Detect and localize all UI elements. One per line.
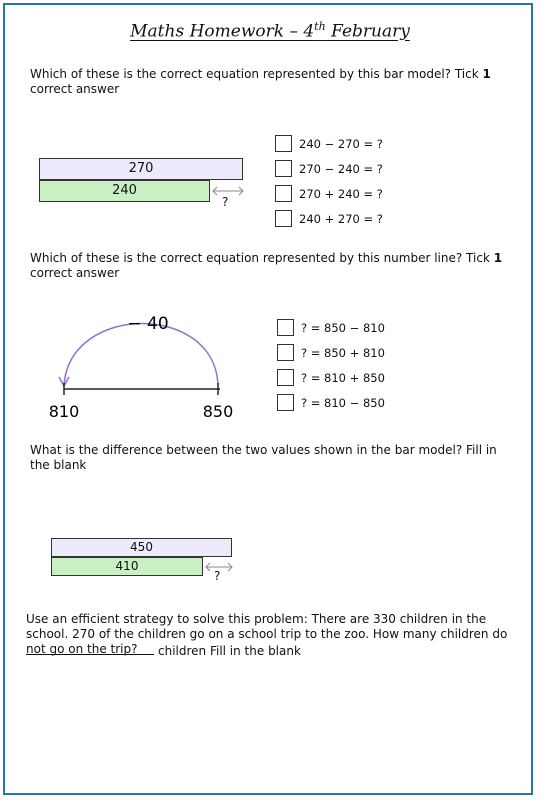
q2-option-4[interactable] bbox=[277, 394, 385, 411]
q2-option-1[interactable] bbox=[277, 319, 385, 336]
option-label: 240 + 270 = ? bbox=[299, 211, 383, 226]
option-label: ? = 850 + 810 bbox=[301, 345, 385, 360]
q1-option-2[interactable] bbox=[275, 160, 383, 177]
option-label: ? = 850 − 810 bbox=[301, 320, 385, 335]
title-superscript: th bbox=[314, 20, 326, 33]
question-2-text bbox=[30, 251, 520, 281]
checkbox[interactable] bbox=[275, 135, 292, 152]
question-1-text bbox=[30, 67, 520, 97]
checkbox[interactable] bbox=[277, 319, 294, 336]
blank-suffix: children Fill in the blank bbox=[158, 644, 301, 658]
jump-label: − 40 bbox=[127, 314, 169, 334]
left-label: 810 bbox=[48, 402, 80, 421]
q1-option-3[interactable] bbox=[275, 185, 383, 202]
q2-bold: 1 bbox=[493, 251, 503, 265]
question-4-text: Use an efficient strategy to solve this problem: There are 330 children in the school. 270 of the children go on a school trip to the zoo. How many children do not go on the trip? bbox=[26, 612, 508, 656]
q1-bar-bottom: 240 bbox=[39, 180, 210, 202]
q2-text-after: correct answer bbox=[30, 266, 120, 280]
q2-option-3[interactable] bbox=[277, 369, 385, 386]
q1-text-before: Which of these is the correct equation represented by this bar model? Tick bbox=[30, 67, 483, 81]
q2-text-before: Which of these is the correct equation represented by this number line? Tick bbox=[30, 251, 494, 265]
checkbox[interactable] bbox=[275, 210, 292, 227]
q1-text-after: correct answer bbox=[30, 82, 120, 96]
checkbox[interactable] bbox=[275, 185, 292, 202]
q1-option-4[interactable] bbox=[275, 210, 383, 227]
q1-bar-top: 270 bbox=[39, 158, 243, 180]
q2-option-2[interactable] bbox=[277, 344, 385, 361]
page-title bbox=[0, 20, 540, 42]
option-label: 240 − 270 = ? bbox=[299, 136, 383, 151]
q3-bar-top: 450 bbox=[51, 538, 232, 557]
title-text: Maths Homework – 4 bbox=[130, 21, 315, 42]
option-label: 270 − 240 = ? bbox=[299, 161, 383, 176]
q4-answer-blank[interactable] bbox=[26, 642, 301, 658]
right-label: 850 bbox=[202, 402, 234, 421]
q1-bold: 1 bbox=[482, 67, 491, 81]
question-3-text: What is the difference between the two values shown in the bar model? Fill in the blank bbox=[30, 443, 497, 472]
option-label: ? = 810 + 850 bbox=[301, 370, 385, 385]
option-label: 270 + 240 = ? bbox=[299, 186, 383, 201]
checkbox[interactable] bbox=[277, 344, 294, 361]
q3-question-mark: ? bbox=[214, 569, 221, 583]
checkbox[interactable] bbox=[277, 394, 294, 411]
checkbox[interactable] bbox=[277, 369, 294, 386]
q1-option-1[interactable] bbox=[275, 135, 383, 152]
number-line bbox=[30, 305, 260, 423]
checkbox[interactable] bbox=[275, 160, 292, 177]
title-rest: February bbox=[325, 21, 410, 42]
q3-bar-bottom: 410 bbox=[51, 557, 203, 576]
option-label: ? = 810 − 850 bbox=[301, 395, 385, 410]
q1-question-mark: ? bbox=[222, 195, 229, 209]
blank-line[interactable] bbox=[26, 642, 154, 655]
